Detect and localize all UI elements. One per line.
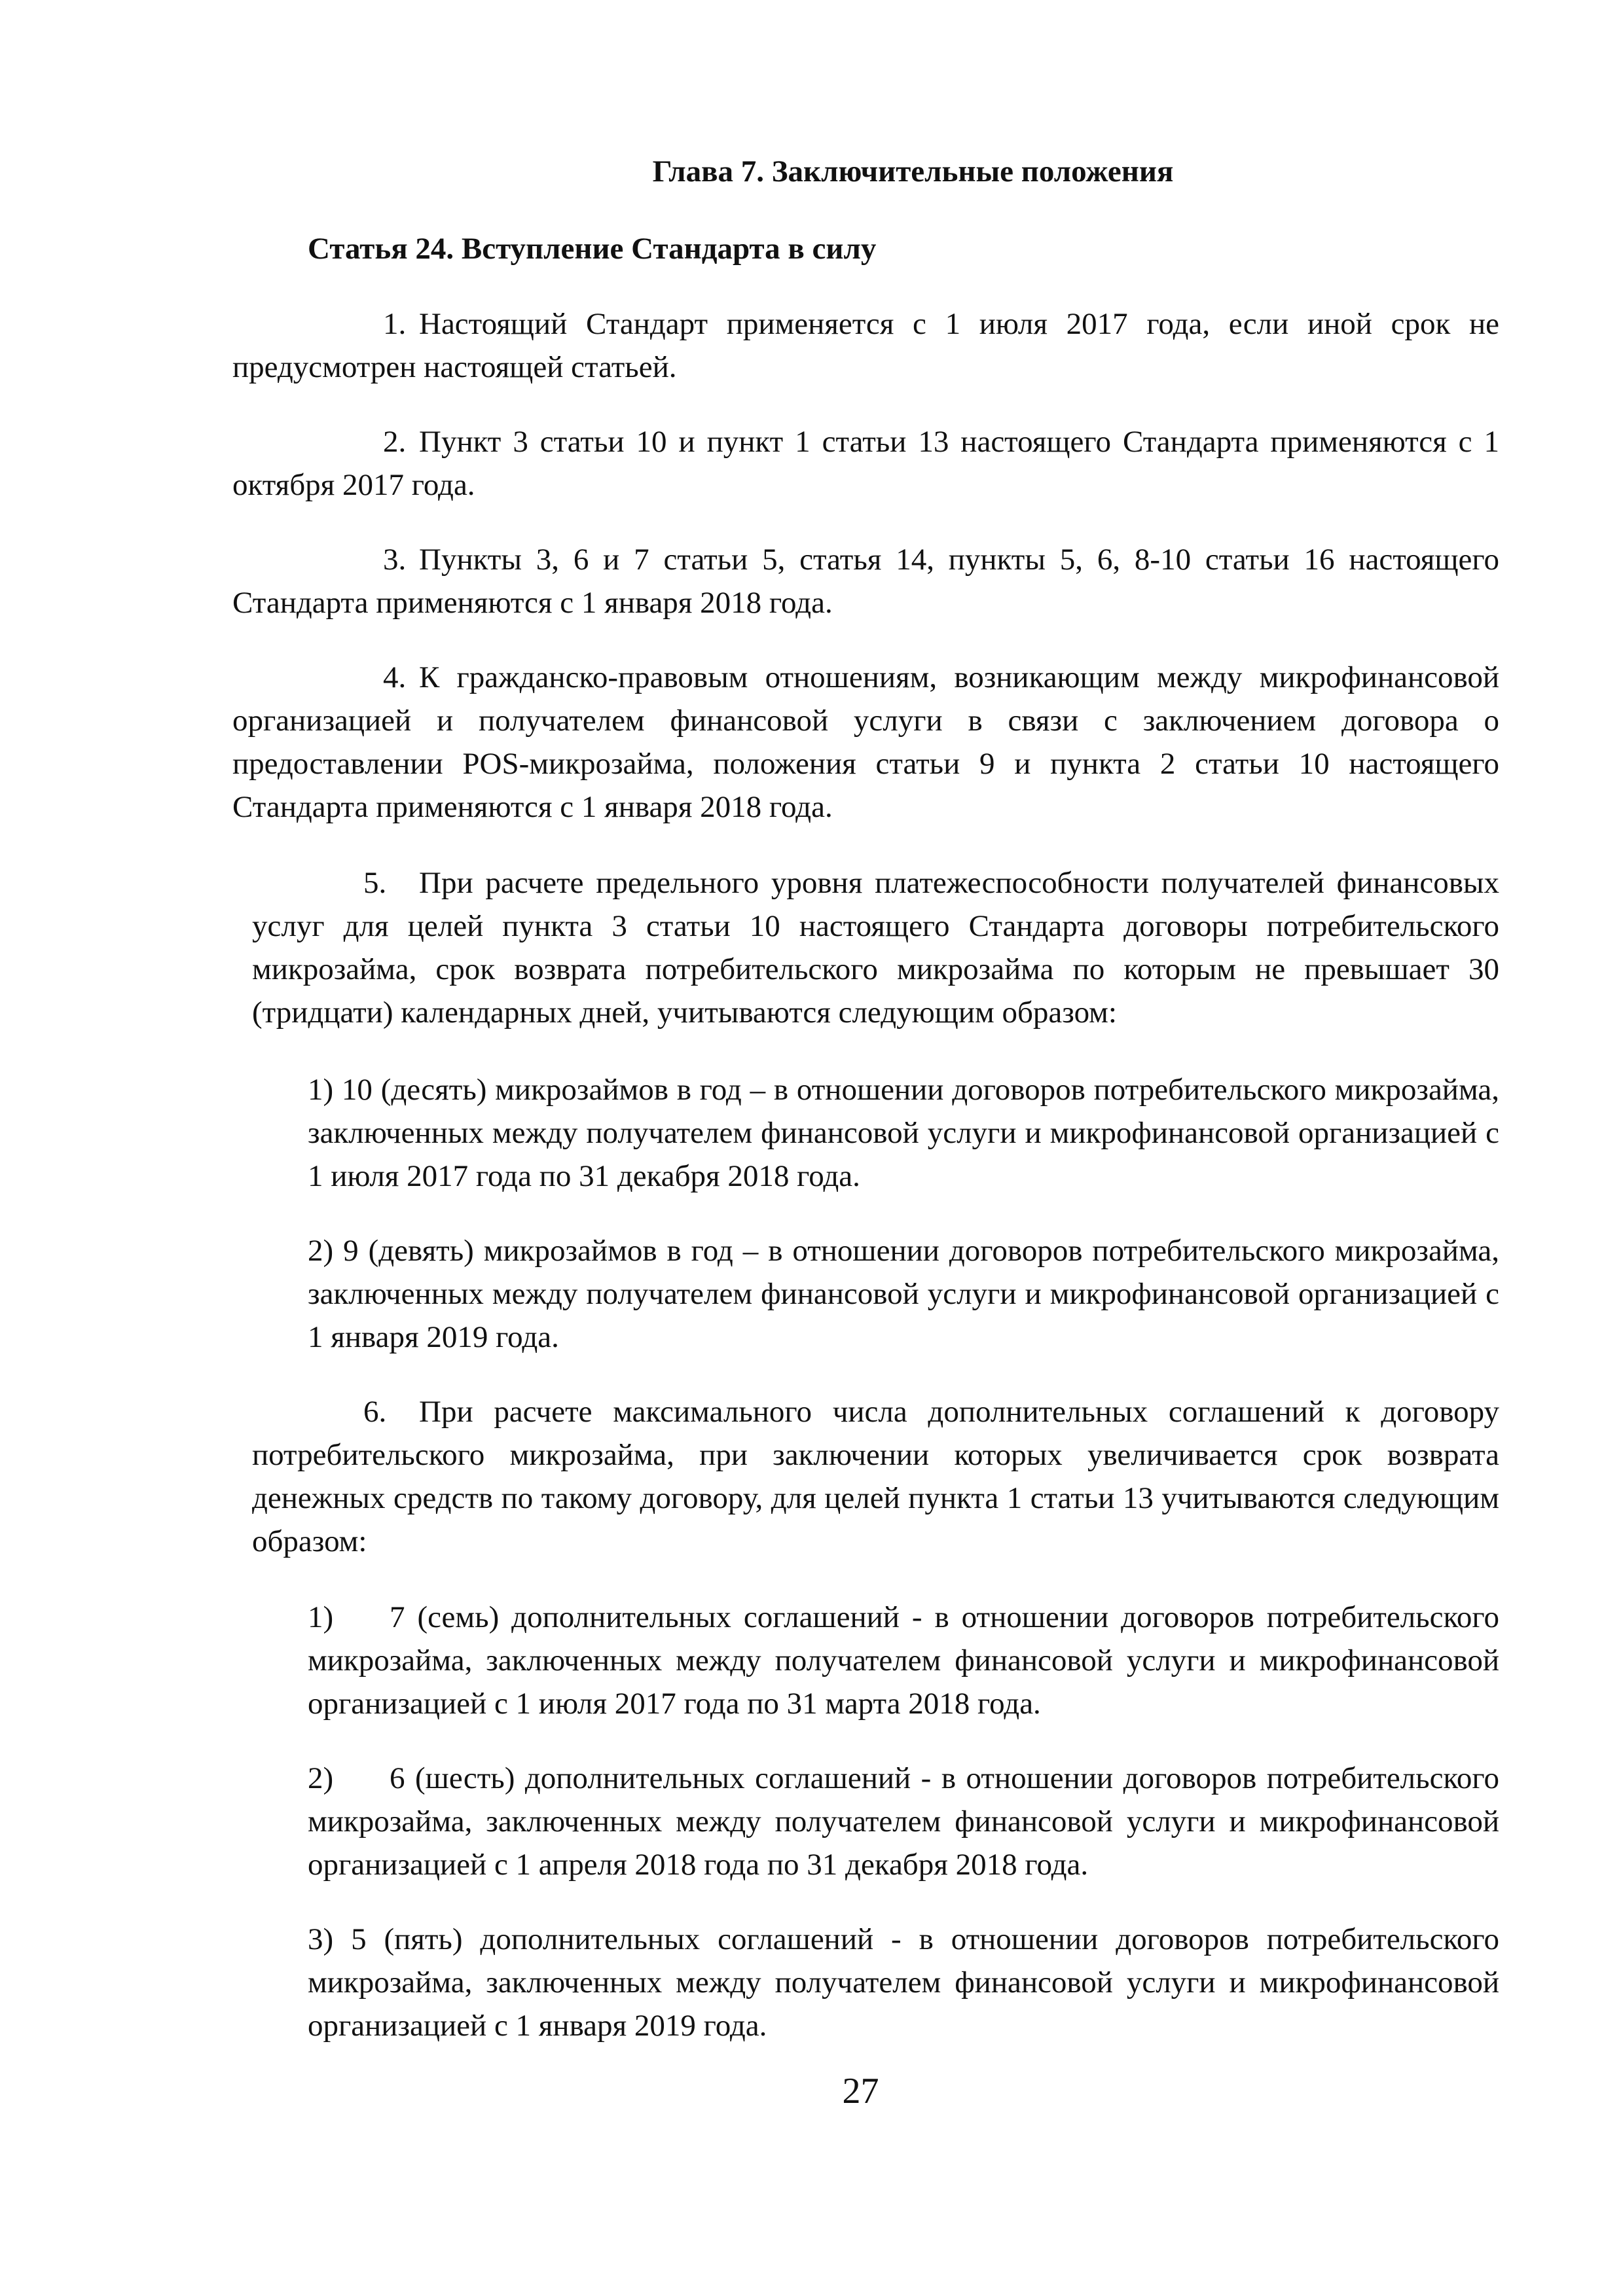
paragraph-text: При расчете предельного уровня платежеспособности получателей финансовых услуг для целей пункта 3 статьи 10 настоящего Стандарта договоры потребительского микрозайма, срок возврата потребительского микрозайма по которым не превышает 30 (тридцати) календарных дней, учитываются следующим образом: [252, 866, 1499, 1030]
subitem-6-2 [308, 1757, 1499, 1886]
paragraph-number: 1. [383, 307, 407, 341]
paragraph-2 [232, 420, 1499, 507]
article-title: Статья 24. Вступление Стандарта в силу [308, 232, 877, 266]
paragraph-text: Настоящий Стандарт применяется с 1 июля 2017 года, если иной срок не предусмотрен настоящей статьей. [232, 307, 1499, 384]
subitem-label: 2) [308, 1761, 334, 1795]
paragraph-text: Пункты 3, 6 и 7 статьи 5, статья 14, пункты 5, 6, 8-10 статьи 16 настоящего Стандарта применяются с 1 января 2018 года. [232, 543, 1499, 620]
paragraph-3 [232, 538, 1499, 624]
subitem-text: 6 (шесть) дополнительных соглашений - в отношении договоров потребительского микрозайма, заключенных между получателем финансовой услуги и микрофинансовой организацией с 1 апреля 2018 года по 31 декабря 2018 года. [308, 1761, 1499, 1882]
subitem-text: 7 (семь) дополнительных соглашений - в отношении договоров потребительского микрозайма, заключенных между получателем финансовой услуги и микрофинансовой организацией с 1 июля 2017 года по 31 марта 2018 года. [308, 1600, 1499, 1721]
subitem-text: 3) 5 (пять) дополнительных соглашений - в отношении договоров потребительского микрозайма, заключенных между получателем финансовой услуги и микрофинансовой организацией с 1 января 2019 года. [308, 1922, 1499, 2043]
paragraph-4 [232, 656, 1499, 829]
subitem-5-1: 1) 10 (десять) микрозаймов в год – в отношении договоров потребительского микрозайма, заключенных между получателем финансовой услуги и микрофинансовой организацией с 1 июля 2017 года по 31 декабря 2018 года. [308, 1073, 1499, 1193]
paragraph-number: 5. [363, 866, 387, 900]
paragraph-6 [252, 1390, 1499, 1563]
paragraph-number: 4. [383, 660, 407, 694]
page-number: 27 [842, 2071, 879, 2111]
paragraph-1 [232, 302, 1499, 389]
paragraph-text: При расчете максимального числа дополнительных соглашений к договору потребительского микрозайма, при заключении которых увеличивается срок возврата денежных средств по такому договору, для целей пункта 1 статьи 13 учитываются следующим образом: [252, 1395, 1499, 1558]
paragraph-5 [252, 861, 1499, 1034]
paragraph-text: К гражданско-правовым отношениям, возникающим между микрофинансовой организацией и получателем финансовой услуги в связи с заключением договора о предоставлении POS-микрозайма, положения статьи 9 и пункта 2 статьи 10 настоящего Стандарта применяются с 1 января 2018 года. [232, 660, 1499, 824]
subitem-5-2: 2) 9 (девять) микрозаймов в год – в отношении договоров потребительского микрозайма, заключенных между получателем финансовой услуги и микрофинансовой организацией с 1 января 2019 года. [308, 1234, 1499, 1354]
subitem-6-1 [308, 1596, 1499, 1725]
paragraph-number: 2. [383, 425, 407, 459]
subitem-label: 1) [308, 1600, 334, 1634]
paragraph-text: Пункт 3 статьи 10 и пункт 1 статьи 13 настоящего Стандарта применяются с 1 октября 2017 года. [232, 425, 1499, 502]
paragraph-number: 6. [363, 1395, 387, 1429]
subitem-6-3 [308, 1918, 1499, 2047]
paragraph-number: 3. [383, 543, 407, 577]
chapter-title: Глава 7. Заключительные положения [652, 154, 1174, 188]
